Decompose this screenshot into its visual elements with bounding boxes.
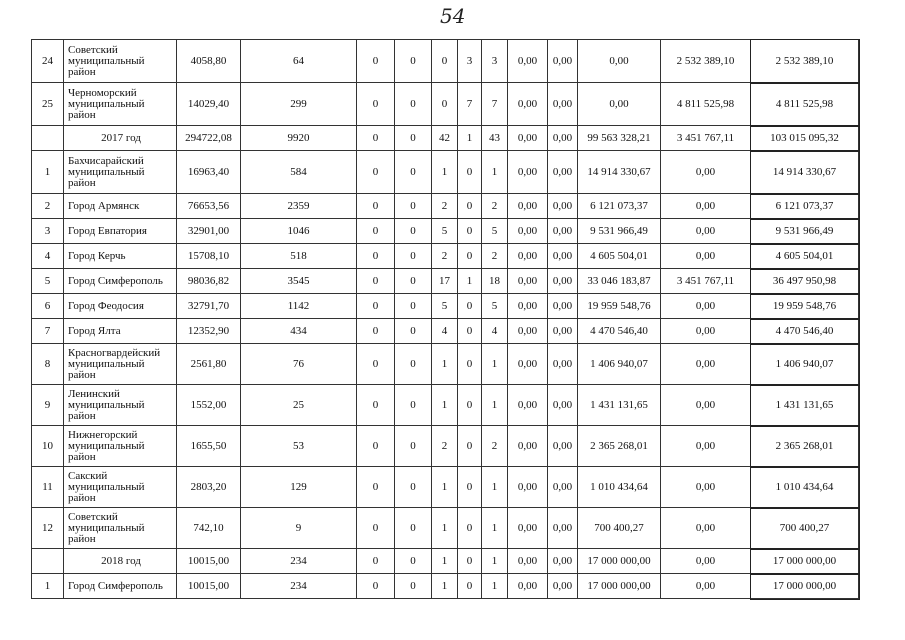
- table-cell-c6: 0: [395, 244, 432, 269]
- table-cell-c7: 5: [432, 294, 458, 319]
- table-cell-c3: 4058,80: [177, 40, 241, 83]
- table-cell-c14: 19 959 548,76: [751, 294, 859, 319]
- table-cell-c14: 4 470 546,40: [751, 319, 859, 344]
- table-cell-c8: 0: [458, 194, 482, 219]
- table-cell-c12: 4 605 504,01: [578, 244, 661, 269]
- table-cell-c5: 0: [357, 151, 395, 194]
- table-cell-c9: 1: [482, 344, 508, 385]
- table-cell-c6: 0: [395, 294, 432, 319]
- table-cell-num: 4: [32, 244, 64, 269]
- table-cell-c11: 0,00: [548, 319, 578, 344]
- table-cell-c5: 0: [357, 294, 395, 319]
- table-cell-c8: 0: [458, 344, 482, 385]
- table-cell-c8: 0: [458, 508, 482, 549]
- table-cell-c11: 0,00: [548, 385, 578, 426]
- table-cell-c5: 0: [357, 319, 395, 344]
- table-cell-c11: 0,00: [548, 549, 578, 574]
- table-cell-c5: 0: [357, 385, 395, 426]
- table-cell-c9: 2: [482, 194, 508, 219]
- table-cell-c8: 0: [458, 319, 482, 344]
- table-cell-c10: 0,00: [508, 319, 548, 344]
- table-cell-c14: 1 406 940,07: [751, 344, 859, 385]
- table-cell-c10: 0,00: [508, 244, 548, 269]
- table-cell-c3: 12352,90: [177, 319, 241, 344]
- table-cell-c10: 0,00: [508, 467, 548, 508]
- table-cell-c12: 19 959 548,76: [578, 294, 661, 319]
- table-cell-name: Город Керчь: [64, 244, 177, 269]
- table-cell-c4: 3545: [241, 269, 357, 294]
- table-cell-num: 1: [32, 574, 64, 599]
- table-cell-c7: 42: [432, 126, 458, 151]
- table-body: [32, 40, 859, 599]
- table-cell-num: 8: [32, 344, 64, 385]
- table-cell-c13: 0,00: [661, 467, 751, 508]
- table-row: [32, 40, 859, 83]
- table-cell-c7: 1: [432, 574, 458, 599]
- table-cell-c11: 0,00: [548, 269, 578, 294]
- table-cell-c7: 0: [432, 83, 458, 126]
- table-cell-c13: 0,00: [661, 194, 751, 219]
- table-cell-num: 6: [32, 294, 64, 319]
- table-cell-c13: 0,00: [661, 294, 751, 319]
- table-row: [32, 385, 859, 426]
- table-cell-c6: 0: [395, 549, 432, 574]
- table-cell-num: 25: [32, 83, 64, 126]
- table-cell-name: Нижнегорский муниципальный район: [64, 426, 177, 467]
- table-cell-c6: 0: [395, 40, 432, 83]
- table-cell-c5: 0: [357, 467, 395, 508]
- table-cell-name: Город Армянск: [64, 194, 177, 219]
- table-cell-c6: 0: [395, 269, 432, 294]
- table-cell-c13: 0,00: [661, 319, 751, 344]
- table-cell-c14: 700 400,27: [751, 508, 859, 549]
- table-cell-c3: 32791,70: [177, 294, 241, 319]
- table-cell-c8: 0: [458, 151, 482, 194]
- table-cell-num: [32, 549, 64, 574]
- table-cell-num: [32, 126, 64, 151]
- table-cell-c6: 0: [395, 344, 432, 385]
- table-cell-c12: 9 531 966,49: [578, 219, 661, 244]
- table-cell-c7: 1: [432, 549, 458, 574]
- table-cell-c12: 1 010 434,64: [578, 467, 661, 508]
- table-cell-c6: 0: [395, 508, 432, 549]
- table-cell-c7: 1: [432, 385, 458, 426]
- table-cell-c12: 17 000 000,00: [578, 574, 661, 599]
- table-row: [32, 426, 859, 467]
- table-cell-c10: 0,00: [508, 508, 548, 549]
- table-cell-c5: 0: [357, 83, 395, 126]
- table-cell-c11: 0,00: [548, 83, 578, 126]
- table-cell-c14: 4 605 504,01: [751, 244, 859, 269]
- table-cell-c7: 2: [432, 194, 458, 219]
- table-cell-c10: 0,00: [508, 40, 548, 83]
- table-cell-c12: 0,00: [578, 83, 661, 126]
- table-cell-c3: 294722,08: [177, 126, 241, 151]
- table-cell-c13: 0,00: [661, 508, 751, 549]
- table-cell-c9: 2: [482, 244, 508, 269]
- table-row: [32, 219, 859, 244]
- table-cell-c5: 0: [357, 126, 395, 151]
- table-cell-c10: 0,00: [508, 344, 548, 385]
- table-cell-c3: 98036,82: [177, 269, 241, 294]
- table-cell-c8: 0: [458, 219, 482, 244]
- table-cell-c5: 0: [357, 426, 395, 467]
- table-cell-c11: 0,00: [548, 244, 578, 269]
- table-cell-num: 11: [32, 467, 64, 508]
- table-cell-c13: 0,00: [661, 549, 751, 574]
- table-cell-c4: 234: [241, 549, 357, 574]
- table-row: [32, 549, 859, 574]
- table-cell-name: Город Симферополь: [64, 269, 177, 294]
- table-cell-c3: 10015,00: [177, 574, 241, 599]
- table-cell-c3: 76653,56: [177, 194, 241, 219]
- table-cell-name: 2018 год: [64, 549, 177, 574]
- table-cell-c4: 64: [241, 40, 357, 83]
- table-cell-c13: 4 811 525,98: [661, 83, 751, 126]
- table-cell-c14: 17 000 000,00: [751, 574, 859, 599]
- table-cell-num: 7: [32, 319, 64, 344]
- table-cell-name: Город Феодосия: [64, 294, 177, 319]
- table-cell-c10: 0,00: [508, 219, 548, 244]
- table-cell-c14: 1 431 131,65: [751, 385, 859, 426]
- table-cell-c13: 0,00: [661, 151, 751, 194]
- table-cell-c14: 14 914 330,67: [751, 151, 859, 194]
- table-cell-c8: 0: [458, 385, 482, 426]
- table-cell-c10: 0,00: [508, 194, 548, 219]
- table-cell-num: 3: [32, 219, 64, 244]
- table-cell-name: Черноморский муниципальный район: [64, 83, 177, 126]
- table-cell-c9: 1: [482, 151, 508, 194]
- table-cell-c13: 0,00: [661, 385, 751, 426]
- table-cell-c4: 76: [241, 344, 357, 385]
- table-cell-c9: 43: [482, 126, 508, 151]
- table-cell-c4: 53: [241, 426, 357, 467]
- table-cell-name: Город Симферополь: [64, 574, 177, 599]
- table-cell-c6: 0: [395, 126, 432, 151]
- table-cell-c3: 1655,50: [177, 426, 241, 467]
- table-cell-c14: 1 010 434,64: [751, 467, 859, 508]
- table-cell-c12: 6 121 073,37: [578, 194, 661, 219]
- table-cell-c11: 0,00: [548, 294, 578, 319]
- table-cell-c9: 1: [482, 467, 508, 508]
- table-cell-c4: 1142: [241, 294, 357, 319]
- table-cell-c6: 0: [395, 83, 432, 126]
- table-cell-c10: 0,00: [508, 426, 548, 467]
- table-cell-c9: 1: [482, 385, 508, 426]
- table-cell-c5: 0: [357, 574, 395, 599]
- table-cell-c14: 6 121 073,37: [751, 194, 859, 219]
- table-cell-num: 5: [32, 269, 64, 294]
- table-cell-c9: 5: [482, 219, 508, 244]
- table-cell-c12: 1 406 940,07: [578, 344, 661, 385]
- table-cell-c4: 518: [241, 244, 357, 269]
- table-cell-c4: 1046: [241, 219, 357, 244]
- table-cell-c13: 2 532 389,10: [661, 40, 751, 83]
- table-cell-c10: 0,00: [508, 574, 548, 599]
- table-cell-c4: 2359: [241, 194, 357, 219]
- table-cell-c3: 742,10: [177, 508, 241, 549]
- table-cell-c5: 0: [357, 344, 395, 385]
- table-row: [32, 344, 859, 385]
- page-number: 54: [440, 4, 466, 28]
- table-cell-c4: 129: [241, 467, 357, 508]
- table-cell-c3: 14029,40: [177, 83, 241, 126]
- table-cell-c11: 0,00: [548, 126, 578, 151]
- table-cell-c8: 0: [458, 574, 482, 599]
- table-cell-c12: 14 914 330,67: [578, 151, 661, 194]
- table-cell-c6: 0: [395, 194, 432, 219]
- table-cell-c12: 99 563 328,21: [578, 126, 661, 151]
- table-cell-c5: 0: [357, 244, 395, 269]
- table-cell-c7: 5: [432, 219, 458, 244]
- table-cell-c11: 0,00: [548, 574, 578, 599]
- table-cell-c4: 584: [241, 151, 357, 194]
- table-cell-c4: 9920: [241, 126, 357, 151]
- table-cell-c7: 0: [432, 40, 458, 83]
- table-cell-c8: 1: [458, 126, 482, 151]
- table-cell-c13: 0,00: [661, 244, 751, 269]
- table-cell-c13: 0,00: [661, 219, 751, 244]
- table-cell-c8: 0: [458, 294, 482, 319]
- table-cell-c9: 3: [482, 40, 508, 83]
- table-cell-c14: 2 365 268,01: [751, 426, 859, 467]
- table-cell-c13: 0,00: [661, 426, 751, 467]
- table-row: [32, 294, 859, 319]
- table-cell-name: Красногвардейский муниципальный район: [64, 344, 177, 385]
- table-cell-c7: 2: [432, 426, 458, 467]
- table-cell-c12: 2 365 268,01: [578, 426, 661, 467]
- table-cell-c9: 1: [482, 508, 508, 549]
- table-cell-c10: 0,00: [508, 269, 548, 294]
- table-cell-c10: 0,00: [508, 294, 548, 319]
- table-cell-c10: 0,00: [508, 151, 548, 194]
- table-cell-c6: 0: [395, 151, 432, 194]
- table-cell-c8: 0: [458, 549, 482, 574]
- table-cell-c9: 7: [482, 83, 508, 126]
- data-table: [31, 39, 859, 599]
- table-cell-c7: 4: [432, 319, 458, 344]
- table-cell-c9: 2: [482, 426, 508, 467]
- table-cell-c7: 2: [432, 244, 458, 269]
- table-row: [32, 244, 859, 269]
- table-cell-c9: 4: [482, 319, 508, 344]
- table-cell-num: 12: [32, 508, 64, 549]
- table-cell-c8: 0: [458, 426, 482, 467]
- table-cell-c6: 0: [395, 574, 432, 599]
- table-row: [32, 151, 859, 194]
- table-cell-c12: 33 046 183,87: [578, 269, 661, 294]
- table-cell-c11: 0,00: [548, 151, 578, 194]
- table-cell-c7: 1: [432, 151, 458, 194]
- table-cell-c4: 234: [241, 574, 357, 599]
- table-cell-c14: 17 000 000,00: [751, 549, 859, 574]
- table-cell-c10: 0,00: [508, 549, 548, 574]
- table-cell-c4: 25: [241, 385, 357, 426]
- table-row: [32, 508, 859, 549]
- table-cell-c8: 0: [458, 467, 482, 508]
- table-cell-c7: 1: [432, 344, 458, 385]
- table-cell-c9: 18: [482, 269, 508, 294]
- table-cell-c11: 0,00: [548, 344, 578, 385]
- table-cell-c14: 9 531 966,49: [751, 219, 859, 244]
- table-cell-c4: 434: [241, 319, 357, 344]
- table-cell-c6: 0: [395, 219, 432, 244]
- table-cell-c9: 5: [482, 294, 508, 319]
- table-cell-c13: 3 451 767,11: [661, 269, 751, 294]
- table-cell-c3: 2561,80: [177, 344, 241, 385]
- table-cell-c12: 1 431 131,65: [578, 385, 661, 426]
- table-cell-name: Сакский муниципальный район: [64, 467, 177, 508]
- table-cell-num: 1: [32, 151, 64, 194]
- table-cell-c3: 15708,10: [177, 244, 241, 269]
- table-row: [32, 467, 859, 508]
- table-cell-c3: 16963,40: [177, 151, 241, 194]
- table-cell-c11: 0,00: [548, 40, 578, 83]
- table-cell-c3: 2803,20: [177, 467, 241, 508]
- table-cell-c12: 700 400,27: [578, 508, 661, 549]
- table-cell-c8: 0: [458, 244, 482, 269]
- table-row: [32, 83, 859, 126]
- table-cell-c3: 1552,00: [177, 385, 241, 426]
- table-row: [32, 574, 859, 599]
- table-cell-name: Ленинский муниципальный район: [64, 385, 177, 426]
- table-cell-c12: 0,00: [578, 40, 661, 83]
- table-cell-c5: 0: [357, 508, 395, 549]
- table-cell-c8: 3: [458, 40, 482, 83]
- table-cell-c14: 4 811 525,98: [751, 83, 859, 126]
- table-cell-c12: 17 000 000,00: [578, 549, 661, 574]
- table-cell-c14: 36 497 950,98: [751, 269, 859, 294]
- table-cell-c6: 0: [395, 467, 432, 508]
- table-cell-num: 24: [32, 40, 64, 83]
- table-cell-c8: 1: [458, 269, 482, 294]
- table-cell-name: Город Евпатория: [64, 219, 177, 244]
- table-cell-c11: 0,00: [548, 467, 578, 508]
- table-cell-c12: 4 470 546,40: [578, 319, 661, 344]
- table-cell-c5: 0: [357, 219, 395, 244]
- table-cell-c13: 0,00: [661, 574, 751, 599]
- table-cell-c5: 0: [357, 549, 395, 574]
- table-cell-c14: 2 532 389,10: [751, 40, 859, 83]
- table-cell-c6: 0: [395, 385, 432, 426]
- table-cell-c10: 0,00: [508, 385, 548, 426]
- table-row: [32, 269, 859, 294]
- table-cell-c4: 9: [241, 508, 357, 549]
- table-cell-name: Бахчисарайский муниципальный район: [64, 151, 177, 194]
- table-row: [32, 319, 859, 344]
- table-cell-c9: 1: [482, 574, 508, 599]
- table-cell-name: Город Ялта: [64, 319, 177, 344]
- table-cell-name: Советский муниципальный район: [64, 40, 177, 83]
- table-cell-c3: 32901,00: [177, 219, 241, 244]
- table-row: [32, 126, 859, 151]
- table-row: [32, 194, 859, 219]
- table-cell-c10: 0,00: [508, 83, 548, 126]
- table-cell-c13: 0,00: [661, 344, 751, 385]
- table-cell-c7: 1: [432, 467, 458, 508]
- table-cell-c6: 0: [395, 426, 432, 467]
- table-cell-name: Советский муниципальный район: [64, 508, 177, 549]
- table-cell-c13: 3 451 767,11: [661, 126, 751, 151]
- table-cell-c5: 0: [357, 194, 395, 219]
- table-cell-num: 10: [32, 426, 64, 467]
- table-cell-c7: 17: [432, 269, 458, 294]
- table-cell-c10: 0,00: [508, 126, 548, 151]
- table-cell-c11: 0,00: [548, 194, 578, 219]
- table-cell-c7: 1: [432, 508, 458, 549]
- table-cell-num: 2: [32, 194, 64, 219]
- table-cell-c11: 0,00: [548, 508, 578, 549]
- table-cell-c6: 0: [395, 319, 432, 344]
- table-cell-num: 9: [32, 385, 64, 426]
- table-cell-c9: 1: [482, 549, 508, 574]
- table-cell-c11: 0,00: [548, 219, 578, 244]
- table-cell-c5: 0: [357, 40, 395, 83]
- table-cell-c5: 0: [357, 269, 395, 294]
- table-cell-c8: 7: [458, 83, 482, 126]
- table-cell-name: 2017 год: [64, 126, 177, 151]
- table-cell-c4: 299: [241, 83, 357, 126]
- table-cell-c11: 0,00: [548, 426, 578, 467]
- table-cell-c3: 10015,00: [177, 549, 241, 574]
- table-cell-c14: 103 015 095,32: [751, 126, 859, 151]
